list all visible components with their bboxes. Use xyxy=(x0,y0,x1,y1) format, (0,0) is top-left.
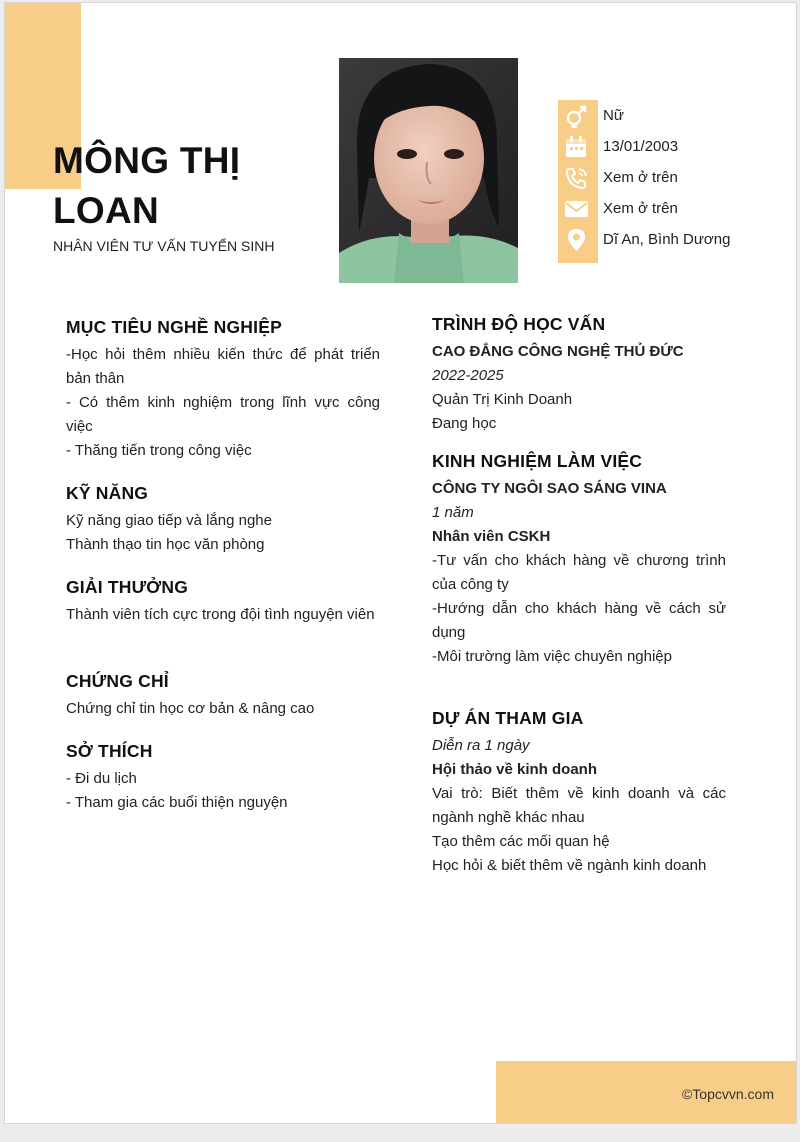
project-duration: Diễn ra 1 ngày xyxy=(432,737,530,754)
experience-duty: -Môi trường làm việc chuyên nghiệp xyxy=(432,648,672,665)
contact-gender xyxy=(558,102,788,130)
section-title-certificates: CHỨNG CHỈ xyxy=(66,671,169,691)
gender-icon xyxy=(564,104,590,128)
section-title-career-goal: MỤC TIÊU NGHỀ NGHIỆP xyxy=(66,317,282,337)
career-goal-line: - Có thêm kinh nghiệm trong lĩnh vực công việc xyxy=(66,394,380,435)
cv-page xyxy=(4,2,797,1124)
career-goal-line: -Học hỏi thêm nhiều kiến thức để phát triển bản thân xyxy=(66,346,380,387)
project-detail: Tạo thêm các mối quan hệ xyxy=(432,833,610,850)
phone-value: Xem ở trên xyxy=(603,169,678,186)
experience-position: Nhân viên CSKH xyxy=(432,528,551,545)
footer-brand-link[interactable]: ©Topcvvn.com xyxy=(681,1086,774,1102)
experience-company: CÔNG TY NGÔI SAO SÁNG VINA xyxy=(432,480,667,497)
hobby-item: - Tham gia các buổi thiện nguyện xyxy=(66,794,288,811)
location-pin-icon xyxy=(564,228,590,252)
project-detail: Vai trò: Biết thêm về kinh doanh và các ngành nghề khác nhau xyxy=(432,785,726,826)
education-status: Đang học xyxy=(432,415,497,432)
contact-email xyxy=(558,195,788,223)
project-detail: Học hỏi & biết thêm về ngành kinh doanh xyxy=(432,857,707,874)
gender-value: Nữ xyxy=(603,107,624,124)
experience-duty: -Tư vấn cho khách hàng về chương trình của công ty xyxy=(432,552,726,593)
section-title-education: TRÌNH ĐỘ HỌC VẤN xyxy=(432,314,606,334)
contact-birthday xyxy=(558,133,788,161)
education-period: 2022-2025 xyxy=(432,367,504,384)
calendar-icon xyxy=(564,135,590,159)
address-value: Dĩ An, Bình Dương xyxy=(603,231,731,248)
contact-address xyxy=(558,226,788,254)
profile-photo xyxy=(339,58,518,283)
career-goal-line: - Thăng tiến trong công việc xyxy=(66,442,252,459)
section-title-awards: GIẢI THƯỞNG xyxy=(66,577,189,597)
skill-item: Thành thạo tin học văn phòng xyxy=(66,536,265,553)
experience-duration: 1 năm xyxy=(432,504,474,521)
section-title-experience: KINH NGHIỆM LÀM VIỆC xyxy=(432,451,643,471)
section-title-projects: DỰ ÁN THAM GIA xyxy=(432,708,584,728)
certificate-item: Chứng chỉ tin học cơ bản & nâng cao xyxy=(66,700,315,717)
candidate-name: MÔNG THỊ LOAN xyxy=(53,140,241,231)
section-title-skills: KỸ NĂNG xyxy=(66,483,149,503)
education-major: Quản Trị Kinh Doanh xyxy=(432,391,573,408)
email-icon xyxy=(564,197,590,221)
birthday-value: 13/01/2003 xyxy=(603,138,679,155)
hobby-item: - Đi du lịch xyxy=(66,770,137,787)
skill-item: Kỹ năng giao tiếp và lắng nghe xyxy=(66,512,272,529)
email-value: Xem ở trên xyxy=(603,200,678,217)
phone-icon xyxy=(564,166,590,190)
project-name: Hội thảo về kinh doanh xyxy=(432,761,598,778)
section-title-hobbies: SỞ THÍCH xyxy=(66,741,153,761)
education-school: CAO ĐẲNG CÔNG NGHỆ THỦ ĐỨC xyxy=(432,343,684,360)
experience-duty: -Hướng dẫn cho khách hàng về cách sử dụng xyxy=(432,600,726,641)
contact-phone xyxy=(558,164,788,192)
job-title: NHÂN VIÊN TƯ VẤN TUYỂN SINH xyxy=(53,238,275,254)
award-item: Thành viên tích cực trong đội tình nguyện viên xyxy=(66,606,375,623)
